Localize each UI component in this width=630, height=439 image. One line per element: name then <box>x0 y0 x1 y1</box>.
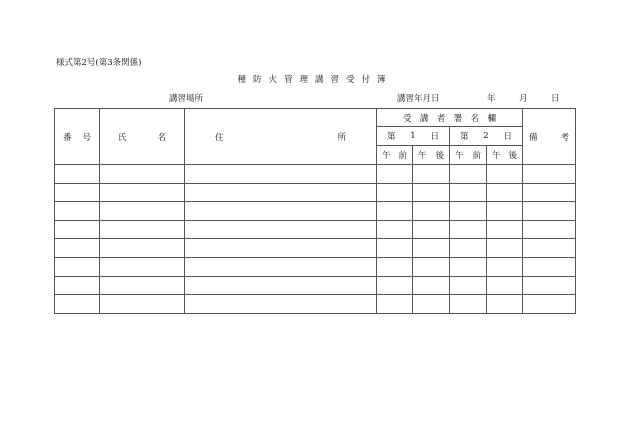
day1-am-cell[interactable] <box>377 276 413 295</box>
day2-pm-cell[interactable] <box>487 202 523 221</box>
remarks-cell[interactable] <box>523 276 576 295</box>
header-day1-pm <box>413 146 450 165</box>
name-cell[interactable] <box>100 220 185 239</box>
day1-pm-cell[interactable] <box>413 239 450 258</box>
header-glyph: 後 <box>435 151 444 161</box>
header-glyph: 第 <box>387 132 396 142</box>
day1-pm-cell[interactable] <box>413 165 450 184</box>
number-cell[interactable] <box>55 220 100 239</box>
address-cell[interactable] <box>185 276 377 295</box>
header-glyph: 受 <box>403 113 412 124</box>
header-glyph: 者 <box>436 113 446 124</box>
day2-am-cell[interactable] <box>450 257 487 276</box>
day2-am-cell[interactable] <box>450 202 487 221</box>
day1-am-cell[interactable] <box>377 220 413 239</box>
month-label: 月 <box>519 94 528 104</box>
header-glyph: 住 <box>215 132 224 143</box>
header-glyph: 氏 <box>118 132 127 143</box>
day1-am-cell[interactable] <box>377 239 413 258</box>
header-day2-am <box>450 146 487 165</box>
remarks-cell[interactable] <box>523 295 576 314</box>
number-cell[interactable] <box>55 202 100 221</box>
day2-pm-cell[interactable] <box>487 295 523 314</box>
header-glyph: 後 <box>508 151 518 161</box>
table-row <box>55 183 576 202</box>
header-address <box>185 109 377 165</box>
name-cell[interactable] <box>100 257 185 276</box>
header-glyph: 第 <box>460 132 469 142</box>
number-cell[interactable] <box>55 183 100 202</box>
form-title: 種防火管理講習受付簿 <box>237 75 393 85</box>
header-glyph: 備 <box>529 132 538 143</box>
day1-pm-cell[interactable] <box>413 183 450 202</box>
day1-am-cell[interactable] <box>377 257 413 276</box>
remarks-cell[interactable] <box>523 183 576 202</box>
header-glyph: 午 <box>382 151 391 161</box>
day1-pm-cell[interactable] <box>413 220 450 239</box>
table-row <box>55 202 576 221</box>
header-glyph: 考 <box>560 132 570 143</box>
header-glyph: 1 <box>410 131 416 141</box>
header-day-1 <box>377 127 450 146</box>
header-glyph: 午 <box>418 151 427 161</box>
header-glyph: 署 <box>453 113 463 124</box>
table-row <box>55 165 576 184</box>
day2-am-cell[interactable] <box>450 276 487 295</box>
registration-table <box>54 108 576 314</box>
remarks-cell[interactable] <box>523 165 576 184</box>
year-label: 年 <box>487 94 496 104</box>
day2-pm-cell[interactable] <box>487 165 523 184</box>
day1-am-cell[interactable] <box>377 165 413 184</box>
header-glyph: 前 <box>472 151 481 161</box>
header-glyph: 名 <box>157 132 166 143</box>
table-row <box>55 220 576 239</box>
header-glyph: 前 <box>398 151 407 161</box>
day2-am-cell[interactable] <box>450 183 487 202</box>
table-body <box>55 165 576 314</box>
address-cell[interactable] <box>185 165 377 184</box>
number-cell[interactable] <box>55 257 100 276</box>
day-label: 日 <box>551 94 560 104</box>
day2-am-cell[interactable] <box>450 295 487 314</box>
header-glyph: 所 <box>337 132 346 143</box>
header-remarks <box>523 109 576 165</box>
header-day-2 <box>450 127 523 146</box>
day1-pm-cell[interactable] <box>413 257 450 276</box>
header-glyph: 名 <box>470 113 480 124</box>
header-day2-pm <box>487 146 523 165</box>
day2-pm-cell[interactable] <box>487 183 523 202</box>
remarks-cell[interactable] <box>523 257 576 276</box>
table-row <box>55 295 576 314</box>
number-cell[interactable] <box>55 165 100 184</box>
address-cell[interactable] <box>185 202 377 221</box>
name-cell[interactable] <box>100 183 185 202</box>
day1-pm-cell[interactable] <box>413 295 450 314</box>
header-glyph: 日 <box>503 132 513 142</box>
day1-am-cell[interactable] <box>377 183 413 202</box>
remarks-cell[interactable] <box>523 220 576 239</box>
name-cell[interactable] <box>100 295 185 314</box>
day1-am-cell[interactable] <box>377 295 413 314</box>
day1-am-cell[interactable] <box>377 202 413 221</box>
address-cell[interactable] <box>185 295 377 314</box>
number-cell[interactable] <box>55 295 100 314</box>
address-cell[interactable] <box>185 257 377 276</box>
header-glyph: 日 <box>430 132 439 142</box>
day2-am-cell[interactable] <box>450 165 487 184</box>
address-cell[interactable] <box>185 239 377 258</box>
day2-am-cell[interactable] <box>450 239 487 258</box>
venue-label: 講習場所 <box>169 94 204 104</box>
header-glyph: 欄 <box>487 113 496 124</box>
header-glyph: 午 <box>455 151 464 161</box>
number-cell[interactable] <box>55 276 100 295</box>
header-glyph: 午 <box>492 151 501 161</box>
table-row <box>55 239 576 258</box>
table-row <box>55 257 576 276</box>
header-number <box>55 109 100 165</box>
name-cell[interactable] <box>100 165 185 184</box>
header-signature <box>377 109 523 127</box>
day2-pm-cell[interactable] <box>487 257 523 276</box>
header-name <box>100 109 185 165</box>
name-cell[interactable] <box>100 239 185 258</box>
header-glyph: 番 <box>63 132 72 143</box>
number-cell[interactable] <box>55 239 100 258</box>
table-row <box>55 276 576 295</box>
address-cell[interactable] <box>185 183 377 202</box>
day2-pm-cell[interactable] <box>487 276 523 295</box>
form-number: 様式第2号(第3条関係) <box>56 58 142 68</box>
header-day1-am <box>377 146 413 165</box>
day1-pm-cell[interactable] <box>413 202 450 221</box>
name-cell[interactable] <box>100 276 185 295</box>
day1-pm-cell[interactable] <box>413 276 450 295</box>
header-glyph: 2 <box>483 131 489 141</box>
remarks-cell[interactable] <box>523 202 576 221</box>
date-label: 講習年月日 <box>397 94 440 104</box>
header-glyph: 講 <box>419 113 429 124</box>
header-glyph: 号 <box>82 132 91 143</box>
day2-am-cell[interactable] <box>450 220 487 239</box>
remarks-cell[interactable] <box>523 239 576 258</box>
name-cell[interactable] <box>100 202 185 221</box>
day2-pm-cell[interactable] <box>487 220 523 239</box>
address-cell[interactable] <box>185 220 377 239</box>
day2-pm-cell[interactable] <box>487 239 523 258</box>
